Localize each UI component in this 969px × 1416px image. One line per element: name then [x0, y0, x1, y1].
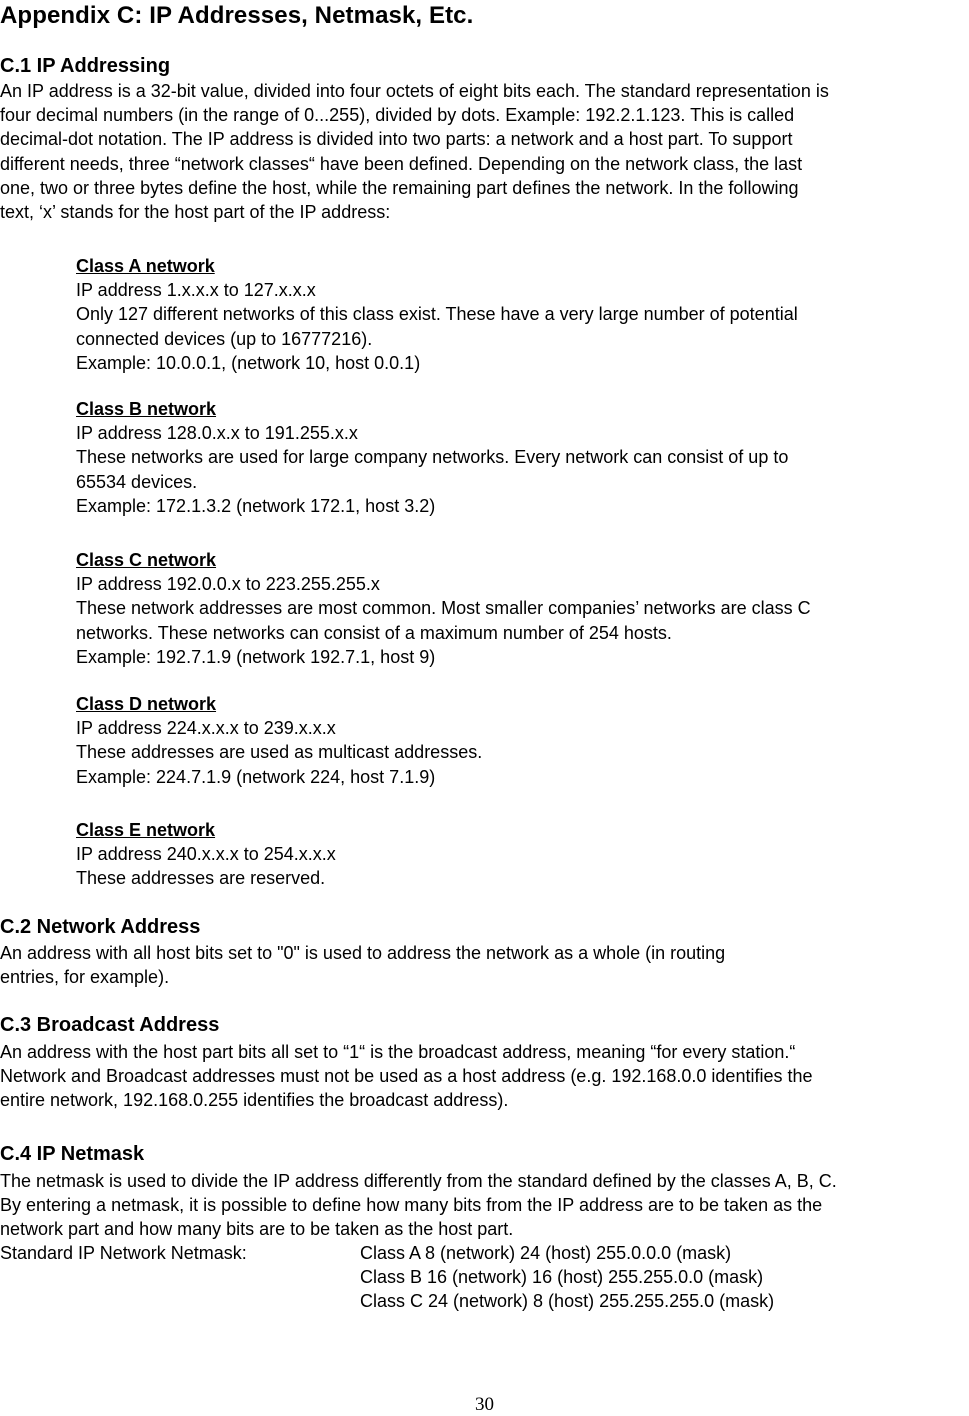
class-e-line: IP address 240.x.x.x to 254.x.x.x	[76, 844, 336, 865]
class-e-block	[76, 818, 336, 891]
network-address-paragraph	[0, 941, 969, 989]
class-a-line: Only 127 different networks of this class exist. These have a very large number of potential	[76, 304, 798, 325]
section-heading-network-address: C.2 Network Address	[0, 916, 201, 938]
class-d-line: These addresses are used as multicast addresses.	[76, 742, 483, 763]
class-a-line: connected devices (up to 16777216).	[76, 328, 373, 349]
paragraph-line: entries, for example).	[0, 967, 170, 988]
paragraph-line: By entering a netmask, it is possible to define how many bits from the IP address are to be taken as the	[0, 1195, 823, 1216]
paragraph-line: The netmask is used to divide the IP address differently from the standard defined by the classes A, B, C.	[0, 1171, 837, 1191]
class-e-line: These addresses are reserved.	[76, 868, 326, 889]
class-b-line: IP address 128.0.x.x to 191.255.x.x	[76, 423, 358, 444]
paragraph-line: four decimal numbers (in the range of 0...255), divided by dots. Example: 192.2.1.123. This is called	[0, 105, 795, 126]
page-title: Appendix C: IP Addresses, Netmask, Etc.	[0, 2, 474, 29]
class-e-title: Class E network	[76, 820, 216, 840]
class-c-title: Class C network	[76, 550, 217, 570]
class-b-line: These networks are used for large company networks. Every network can consist of up to	[76, 447, 789, 468]
class-c-line: These network addresses are most common. Most smaller companies’ networks are class C	[76, 598, 811, 619]
class-b-line: 65534 devices.	[76, 471, 198, 492]
ip-addressing-paragraph	[0, 79, 969, 224]
paragraph-line: An address with the host part bits all set to “1“ is the broadcast address, meaning “for every station.“	[0, 1042, 796, 1062]
class-d-block	[76, 692, 482, 789]
paragraph-line: decimal-dot notation. The IP address is divided into two parts: a network and a host part. To support	[0, 129, 793, 150]
netmask-row-class-a: Class A 8 (network) 24 (host) 255.0.0.0 (mask)	[360, 1243, 732, 1263]
class-a-line: IP address 1.x.x.x to 127.x.x.x	[76, 280, 316, 301]
section-heading-ip-addressing: C.1 IP Addressing	[0, 55, 171, 77]
class-c-line: IP address 192.0.0.x to 223.255.255.x	[76, 574, 380, 595]
class-d-line: Example: 224.7.1.9 (network 224, host 7.1.9)	[76, 766, 436, 787]
class-a-title: Class A network	[76, 256, 215, 276]
paragraph-line: Network and Broadcast addresses must not be used as a host address (e.g. 192.168.0.0 identifies the	[0, 1066, 813, 1087]
paragraph-line: text, ‘x’ stands for the host part of the IP address:	[0, 201, 391, 222]
class-b-block	[76, 397, 788, 518]
paragraph-line: An IP address is a 32-bit value, divided into four octets of eight bits each. The standard representation is	[0, 81, 829, 101]
class-a-line: Example: 10.0.0.1, (network 10, host 0.0.1)	[76, 352, 421, 373]
broadcast-address-paragraph	[0, 1040, 969, 1113]
netmask-label: Standard IP Network Netmask:	[0, 1243, 247, 1263]
class-b-title: Class B network	[76, 399, 217, 419]
paragraph-line: entire network, 192.168.0.255 identifies the broadcast address).	[0, 1090, 509, 1111]
class-c-block	[76, 548, 811, 669]
class-d-title: Class D network	[76, 694, 217, 714]
section-heading-broadcast-address: C.3 Broadcast Address	[0, 1014, 220, 1036]
paragraph-line: one, two or three bytes define the host, while the remaining part defines the network. In the following	[0, 177, 799, 198]
section-heading-ip-netmask: C.4 IP Netmask	[0, 1143, 145, 1165]
class-c-line: Example: 192.7.1.9 (network 192.7.1, host 9)	[76, 646, 436, 667]
class-b-line: Example: 172.1.3.2 (network 172.1, host 3.2)	[76, 495, 436, 516]
netmask-row-class-b: Class B 16 (network) 16 (host) 255.255.0.0 (mask)	[360, 1267, 764, 1287]
class-a-block	[76, 254, 798, 375]
ip-netmask-paragraph	[0, 1169, 969, 1242]
page-number: 30	[475, 1394, 494, 1415]
class-d-line: IP address 224.x.x.x to 239.x.x.x	[76, 718, 336, 739]
paragraph-line: network part and how many bits are to be taken as the host part.	[0, 1219, 514, 1240]
paragraph-line: different needs, three “network classes“ have been defined. Depending on the network class, the last	[0, 153, 803, 174]
netmask-row-class-c: Class C 24 (network) 8 (host) 255.255.255.0 (mask)	[360, 1291, 775, 1311]
class-c-line: networks. These networks can consist of a maximum number of 254 hosts.	[76, 622, 672, 643]
paragraph-line: An address with all host bits set to "0" is used to address the network as a whole (in routing	[0, 943, 726, 963]
